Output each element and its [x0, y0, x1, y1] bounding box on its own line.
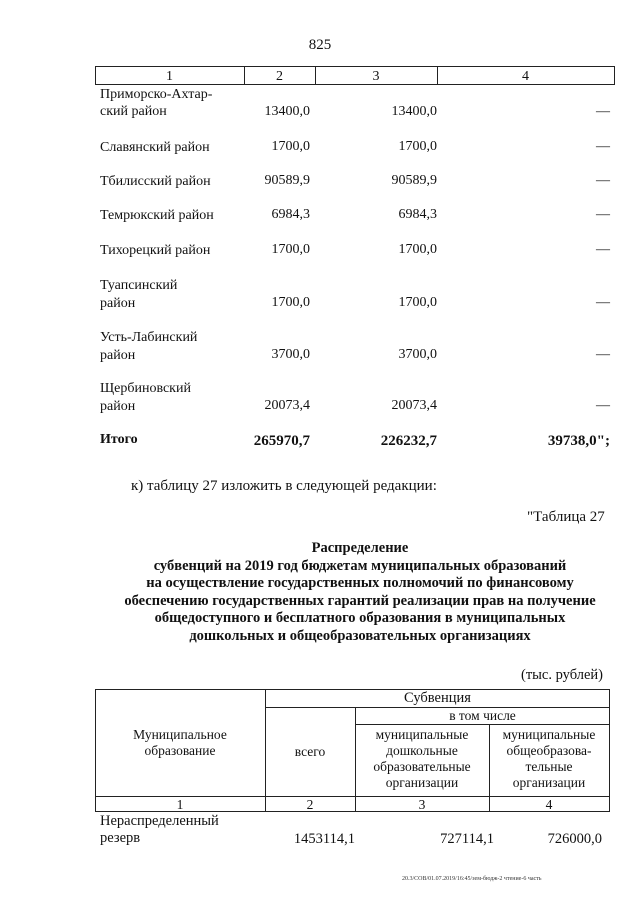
cell-col3: 727114,1 — [440, 831, 494, 847]
cell-col4: — — [596, 173, 610, 188]
cell-col2: 6984,3 — [271, 207, 310, 222]
row-name-line: Нераспределенный — [100, 813, 219, 829]
cell-col2: 1700,0 — [271, 139, 310, 154]
col-header-subvention: Субвенция — [404, 690, 471, 706]
table-row — [100, 277, 177, 312]
cell-col4: — — [596, 398, 610, 413]
cell-col4: — — [596, 104, 610, 119]
col-number-1: 1 — [176, 797, 184, 812]
heading-line: обеспечению государственных гарантий реализации прав на получение — [124, 592, 596, 609]
cell-col2: 1700,0 — [271, 295, 310, 310]
cell-col4: 726000,0 — [547, 831, 602, 847]
col-header-total: всего — [294, 744, 326, 759]
header-line: Муниципальное — [133, 727, 227, 742]
heading-title: Распределение — [311, 540, 409, 556]
table-row: Славянский район — [100, 140, 210, 155]
table-row — [100, 329, 197, 364]
total-label: Итого — [100, 432, 138, 447]
col-number-2: 2 — [306, 797, 314, 812]
cell-col4: — — [596, 139, 610, 154]
table1-header-col2: 2 — [276, 69, 283, 84]
row-name-line: Усть-Лабинский — [100, 330, 198, 345]
col-header-including: в том числе — [449, 708, 516, 723]
header-line: организации — [385, 775, 459, 790]
cell-col3: 90589,9 — [391, 173, 437, 188]
total-col2: 265970,7 — [253, 433, 310, 449]
row-name-line: район — [100, 348, 136, 363]
col-header-municipality — [95, 727, 265, 759]
cell-col4: — — [596, 242, 610, 257]
row-name-line: резерв — [100, 830, 141, 846]
cell-col2: 90589,9 — [264, 173, 310, 188]
header-line: образование — [144, 743, 216, 758]
cell-col3: 1700,0 — [398, 139, 437, 154]
cell-col3: 13400,0 — [391, 104, 437, 119]
cell-col4: — — [596, 295, 610, 310]
cell-col3: 3700,0 — [398, 347, 437, 362]
row-name-line: Щербиновский — [100, 381, 191, 396]
cell-col4: — — [596, 207, 610, 222]
heading-line: субвенций на 2019 год бюджетам муниципальных образований — [153, 557, 567, 574]
header-line: общеобразова- — [506, 743, 592, 758]
total-col4: 39738,0"; — [547, 433, 610, 449]
header-line: муниципальные — [375, 727, 469, 742]
table-row: Темрюкский район — [100, 208, 214, 223]
cell-col3: 6984,3 — [398, 207, 437, 222]
heading-line: общедоступного и бесплатного образования в муниципальных — [154, 610, 566, 626]
cell-col3: 1700,0 — [398, 295, 437, 310]
footer-note: 20.3/СОВ/01.07.2019/16:45/зем-бюдж-2 чтение-6 часть — [402, 876, 542, 882]
page-number: 825 — [308, 37, 332, 53]
cell-col2: 13400,0 — [264, 104, 310, 119]
row-name-line: Приморско-Ахтар- — [100, 87, 213, 102]
table-row: Тбилисский район — [100, 174, 211, 189]
table-row — [100, 86, 212, 120]
col-number-4: 4 — [545, 797, 553, 812]
cell-col4: — — [596, 347, 610, 362]
cell-col2: 1700,0 — [271, 242, 310, 257]
units-label: (тыс. рублей) — [521, 667, 603, 683]
heading-line: дошкольных и общеобразовательных организациях — [189, 627, 531, 644]
heading — [80, 540, 640, 645]
cell-col2: 3700,0 — [271, 347, 310, 362]
header-line: образовательные — [373, 759, 471, 774]
table-row — [100, 380, 191, 415]
header-line: дошкольные — [386, 743, 458, 758]
cell-col2: 1453114,1 — [293, 831, 355, 847]
col-number-3: 3 — [418, 797, 426, 812]
table1-header-col3: 3 — [372, 69, 380, 84]
table-row: Тихорецкий район — [100, 243, 211, 258]
header-line: тельные — [525, 759, 573, 774]
row-name-line: район — [100, 399, 136, 414]
table-row — [100, 813, 219, 847]
header-line: организации — [512, 775, 586, 790]
row-name-line: район — [100, 296, 136, 311]
cell-col2: 20073,4 — [264, 398, 310, 413]
cell-col3: 1700,0 — [398, 242, 437, 257]
table1-header-col1: 1 — [166, 69, 173, 84]
col-header-general — [489, 727, 609, 791]
cell-col3: 20073,4 — [391, 398, 437, 413]
instruction-text: к) таблицу 27 изложить в следующей редакции: — [131, 478, 437, 494]
heading-line: на осуществление государственных полномочий по финансовому — [146, 575, 574, 591]
col-header-preschool — [355, 727, 489, 791]
table-label: "Таблица 27 — [527, 509, 605, 525]
header-line: муниципальные — [502, 727, 596, 742]
row-name-line: ский район — [100, 104, 167, 119]
total-col3: 226232,7 — [380, 433, 437, 449]
table1-header-col4: 4 — [522, 69, 529, 84]
row-name-line: Туапсинский — [100, 278, 178, 293]
